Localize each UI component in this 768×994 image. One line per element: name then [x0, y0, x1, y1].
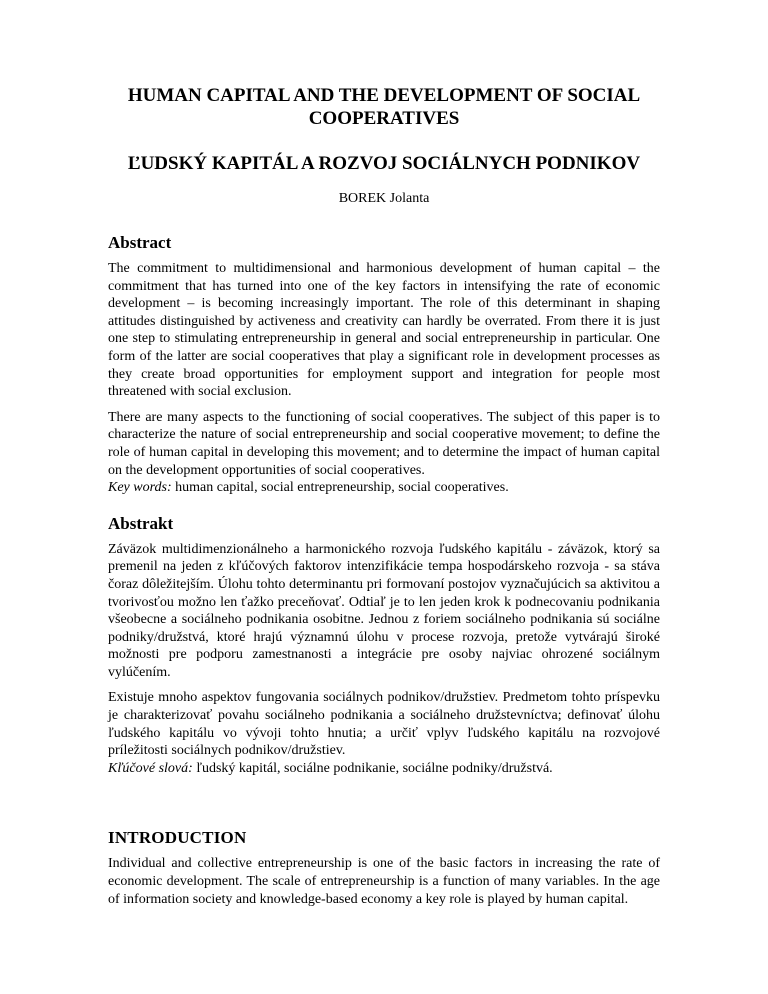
abstract-heading: Abstract [108, 233, 172, 252]
abstrakt-paragraph-1: Záväzok multidimenzionálneho a harmonického rozvoja ľudského kapitálu - záväzok, ktorý sa premenil na jeden z kľúčových faktorov intenzifikácie tempa hospodárskeho rozvoja - sa stáva čoraz dôležitejším. Úlohu tohto determinantu pri formovaní postojov vyznačujúcich sa aktivitou a tvorivosťou možno len ťažko preceňovať. Odtiaľ je to len jeden krok k podnecovaniu podnikania všeobecne a sociálneho podnikania osobitne. Jednou z foriem sociálneho podnikania sú sociálne podniky/družstvá, ktoré hrajú významnú úlohu v procese rozvoja, pretože vytvárajú široké možnosti pre podporu zamestnanosti a integrácie pre osoby najviac ohrozené sociálnym vylúčením. [108, 541, 660, 680]
abstract-keywords-label: Key words: [108, 480, 172, 496]
abstrakt-keywords-text: ľudský kapitál, sociálne podnikanie, sociálne podniky/družstvá. [192, 760, 553, 776]
introduction-paragraph-1: Individual and collective entrepreneurship is one of the basic factors in increasing the rate of economic development. The scale of entrepreneurship is a function of many variables. In the age of information society and knowledge-based economy a key role is played by human capital. [108, 856, 660, 907]
abstrakt-paragraph-2: Existuje mnoho aspektov fungovania sociálnych podnikov/družstiev. Predmetom tohto príspevku je charakterizovať povahu sociálneho podnikania a sociálneho družstevníctva; definovať úlohu ľudského kapitálu vo vývoji tohto hnutia; a určiť vplyv ľudského kapitálu na rozvojové príležitosti sociálnych podnikov/družstiev. [108, 690, 660, 759]
abstract-keywords-text: human capital, social entrepreneurship, social cooperatives. [171, 480, 509, 496]
abstrakt-section [108, 497, 660, 778]
abstract-keywords [108, 479, 660, 497]
paper-title-english: HUMAN CAPITAL AND THE DEVELOPMENT OF SOCIAL COOPERATIVES [127, 85, 641, 129]
paper-title-slovak: ĽUDSKÝ KAPITÁL A ROZVOJ SOCIÁLNYCH PODNIKOV [127, 153, 641, 174]
abstrakt-heading: Abstrakt [108, 513, 174, 533]
abstrakt-keywords [108, 760, 660, 778]
introduction-heading: INTRODUCTION [108, 828, 247, 848]
abstract-paragraph-2: There are many aspects to the functioning of social cooperatives. The subject of this paper is to characterize the nature of social entrepreneurship and social cooperative movement; to define the role of human capital in developing this movement; and to determine the impact of human capital on the development opportunities of social cooperatives. [108, 409, 660, 478]
author-name: BOREK Jolanta [338, 191, 430, 206]
abstrakt-keywords-label: Kľúčové slová: [108, 760, 193, 776]
introduction-section [108, 777, 660, 908]
abstract-paragraph-1: The commitment to multidimensional and harmonious development of human capital – the commitment that has turned into one of the key factors in intensifying the rate of economic development – is becoming increasingly important. The role of this determinant in shaping attitudes distinguished by activeness and creativity can hardly be overrated. From there it is just one step to stimulating entrepreneurship in general and social entrepreneurship in particular. One form of the latter are social cooperatives that play a significant role in development processes as they create broad opportunities for employment support and integration for people most threatened with social exclusion. [108, 261, 660, 400]
abstract-section [108, 208, 660, 497]
